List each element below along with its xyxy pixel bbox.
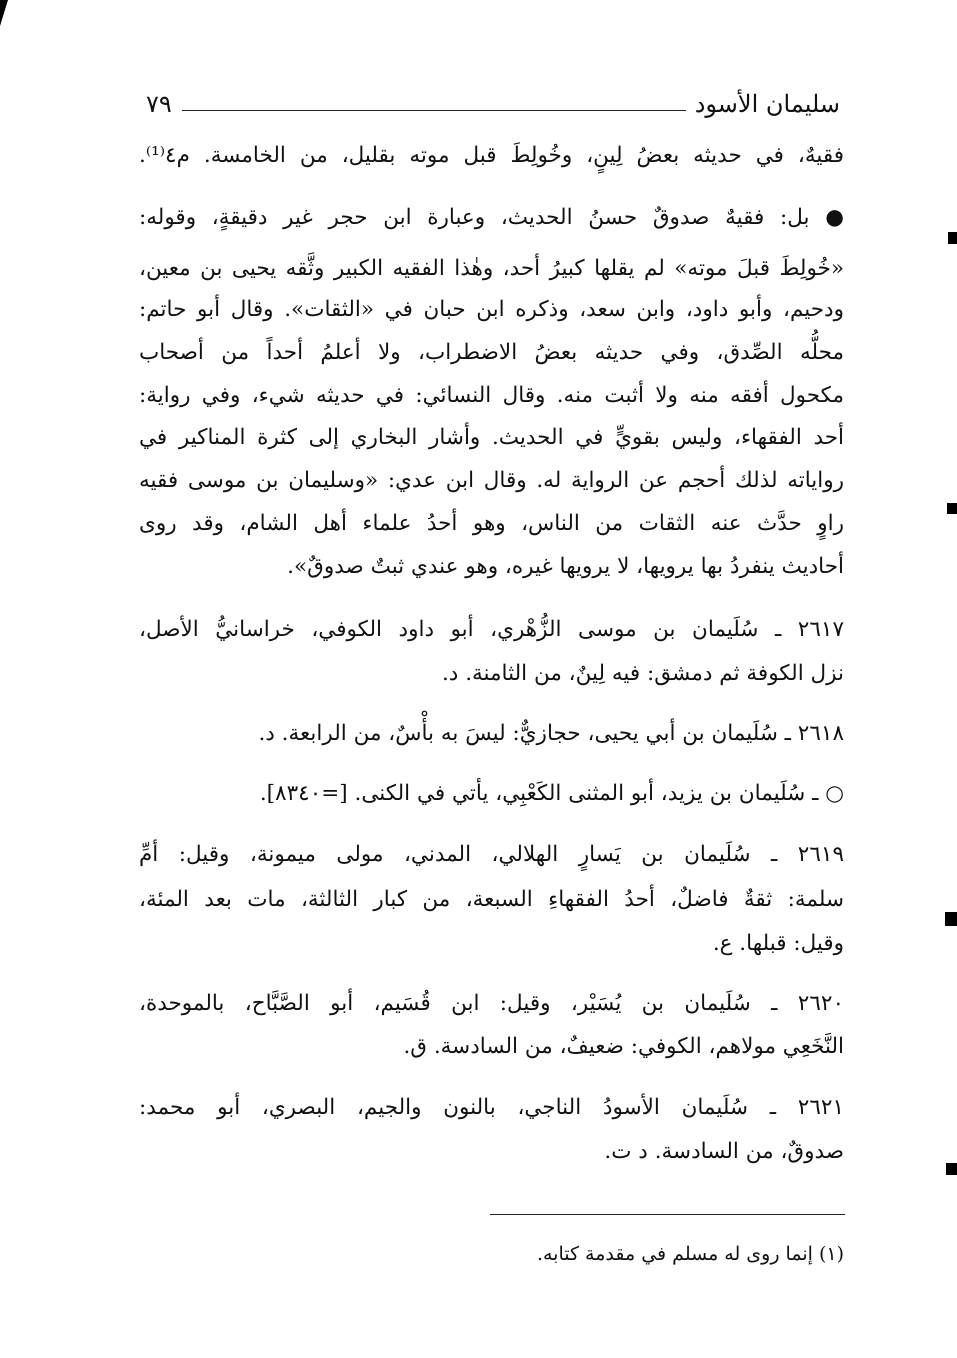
text-line: ● بل: فقيهٌ صدوقٌ حسنُ الحديث، وعبارة ابن حجر غير دقيقةٍ، وقوله: <box>139 205 844 230</box>
text-line: نزل الكوفة ثم دمشق: فيه لِينٌ، من الثامنة. د. <box>441 661 844 686</box>
scan-mark <box>945 912 957 926</box>
text-line: مكحول أفقه منه ولا أثبت منه. وقال النسائي: في حديثه شيء، وفي رواية: <box>139 383 844 408</box>
text-line: ٢٦١٧ ـ سُلَيمان بن موسى الزُّهْري، أبو داود الكوفي، خراسانيُّ الأصل، <box>139 617 844 642</box>
text-line: ٢٦١٩ ـ سُلَيمان بن يَسارٍ الهلالي، المدني، مولى ميمونة، وقيل: أمِّ <box>139 842 844 867</box>
text-line: النَّخَعِي مولاهم، الكوفي: ضعيفٌ، من السادسة. ق. <box>403 1034 844 1059</box>
footnote-rule <box>490 1214 845 1215</box>
running-header <box>140 90 840 124</box>
text-line: صدوقٌ، من السادسة. د ت. <box>604 1139 844 1164</box>
scan-mark <box>946 1163 957 1175</box>
corner-mark <box>0 0 8 26</box>
footnote: (١) إنما روى له مسلم في مقدمة كتابه. <box>536 1243 844 1265</box>
text-line: وقيل: قبلها. ع. <box>712 931 844 956</box>
text-line: ○ ـ سُلَيمان بن يزيد، أبو المثنى الكَعْبِي، يأتي في الكنى. [=٨٣٤٠]. <box>259 781 844 806</box>
text-line: ودحيم، وأبو داود، وابن سعد، وذكره ابن حبان في «الثقات». وقال أبو حاتم: <box>139 297 844 322</box>
page-number: ٧٩ <box>146 90 172 118</box>
text-line: راوٍ حدَّث عنه الثقات من الناس، وهو أحدُ علماء أهل الشام، وقد روى <box>139 511 844 536</box>
text-line: فقيهٌ، في حديثه بعضُ لِينٍ، وخُولِطَ قبل موته بقليل، من الخامسة. م٤⁽¹⁾. <box>139 143 844 168</box>
header-title: سليمان الأسود <box>694 90 840 118</box>
scan-mark <box>948 232 957 244</box>
text-line: ٢٦١٨ ـ سُلَيمان بن أبي يحيى، حجازيٌّ: ليسَ به بأْسٌ، من الرابعة. د. <box>258 721 844 746</box>
text-line: أحد الفقهاء، وليس بقويٍّ في الحديث. وأشار البخاري إلى كثرة المناكير في <box>139 425 844 450</box>
text-line: محلُّه الصِّدق، وفي حديثه بعضُ الاضطراب، ولا أعلمُ أحداً من أصحاب <box>139 340 844 365</box>
text-line: ٢٦٢٠ ـ سُلَيمان بن يُسَيْر، وقيل: ابن قُسَيم، أبو الصَّبَّاح، بالموحدة، <box>139 991 844 1016</box>
text-line: ٢٦٢١ ـ سُلَيمان الأسودُ الناجي، بالنون والجيم، البصري، أبو محمد: <box>139 1095 844 1120</box>
scan-mark <box>947 503 957 514</box>
text-line: رواياته لذلك أحجم عن الرواية له. وقال ابن عدي: «وسليمان بن موسى فقيه <box>139 468 844 493</box>
text-line: أحاديث ينفردُ بها يرويها، لا يرويها غيره، وهو عندي ثبتٌ صدوقٌ». <box>287 554 844 579</box>
header-rule <box>182 110 686 111</box>
text-line: «خُولِطَ قبلَ موته» لم يقلها كبيرُ أحد، وهٰذا الفقيه الكبير وثَّقه يحيى بن معين، <box>139 256 844 281</box>
text-line: سلمة: ثقةٌ فاضلٌ، أحدُ الفقهاءِ السبعة، من كبار الثالثة، مات بعد المئة، <box>139 887 844 912</box>
